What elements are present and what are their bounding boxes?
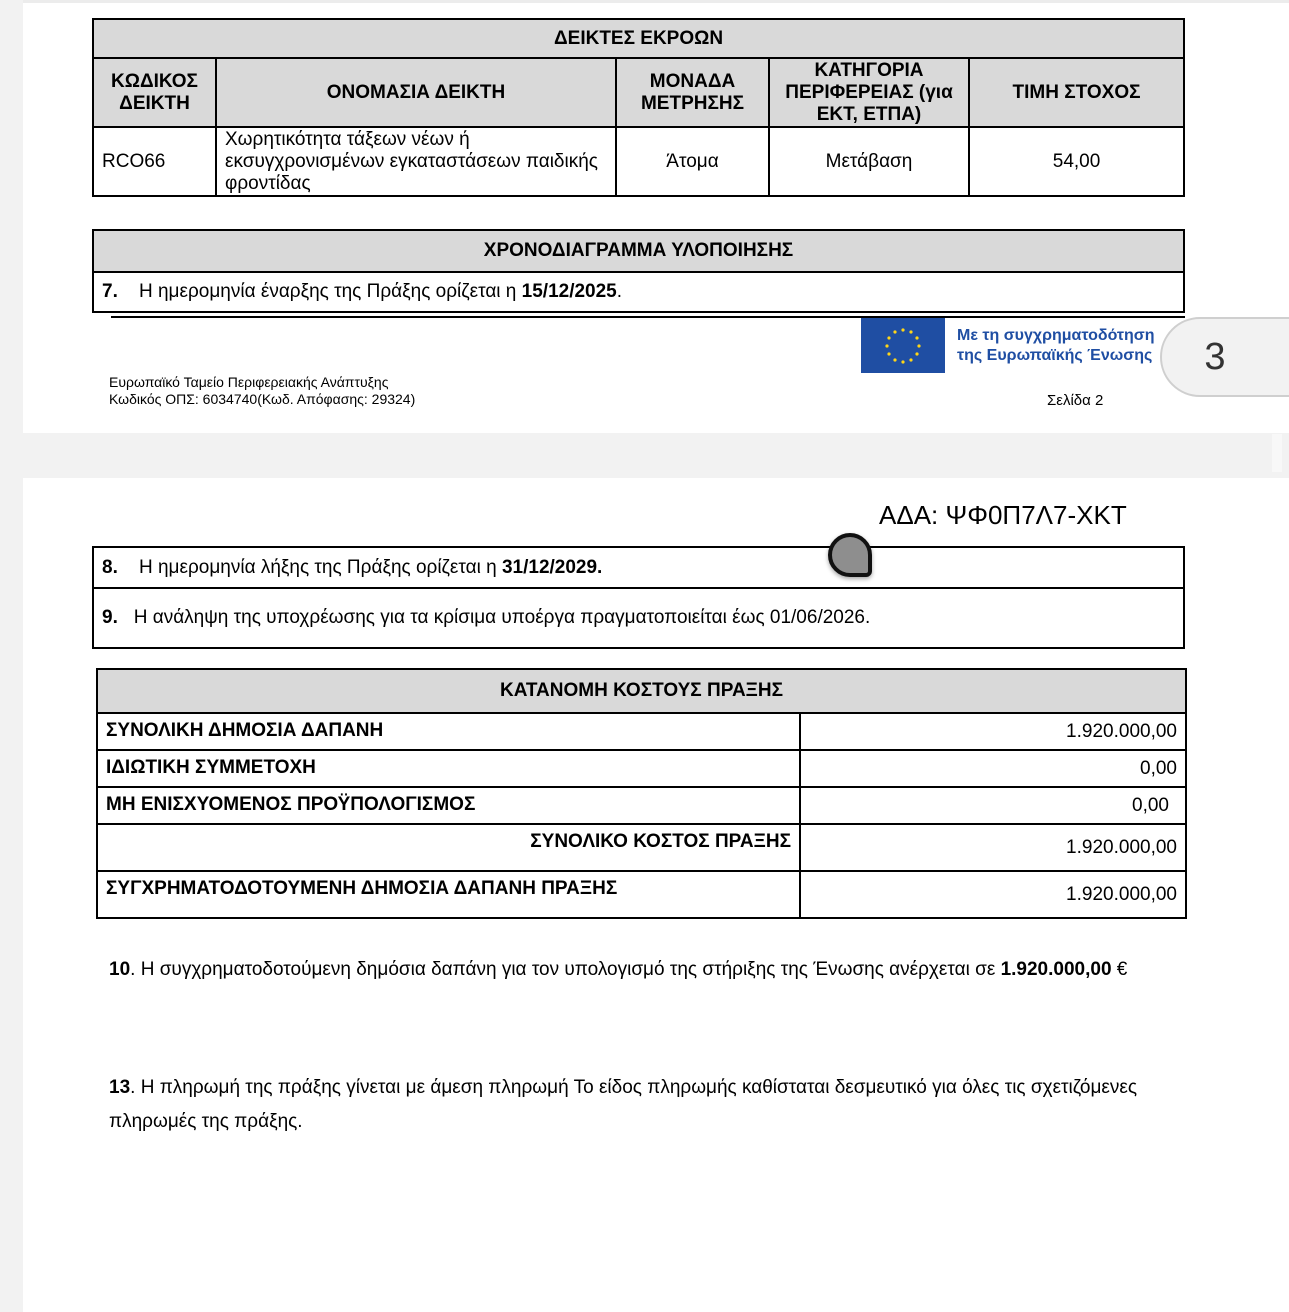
item-number: 9.: [102, 607, 118, 628]
document-page-3: [23, 478, 1289, 1312]
table-row: [97, 787, 1186, 824]
ops-code: Κωδικός ΟΠΣ: 6034740(Κωδ. Απόφασης: 29324): [109, 391, 416, 407]
column-header: ΤΙΜΗ ΣΤΟΧΟΣ: [969, 58, 1184, 127]
table-row: [97, 871, 1186, 918]
eu-cofunding-label: [957, 326, 1155, 366]
item-end: .: [616, 281, 623, 302]
paragraph-13: [109, 1071, 1189, 1139]
document-page-2: [23, 0, 1289, 433]
cost-value: 1.920.000,00: [800, 824, 1186, 871]
item-number: 10: [109, 959, 131, 980]
fund-name: Ευρωπαϊκό Ταμείο Περιφερειακής Ανάπτυξης: [109, 374, 389, 390]
item-number: 8.: [102, 556, 118, 578]
indicator-code: RCO66: [93, 127, 216, 196]
amount: 1.920.000,00: [1000, 959, 1112, 980]
cost-label: ΣΥΝΟΛΙΚΗ ΔΗΜΟΣΙΑ ΔΑΠΑΝΗ: [97, 713, 800, 750]
item-text: Η ημερομηνία έναρξης της Πράξης ορίζεται η: [138, 281, 522, 302]
eu-flag-icon: [861, 318, 945, 373]
target-value: 54,00: [969, 127, 1184, 196]
cost-label: ΜΗ ΕΝΙΣΧΥΟΜΕΝΟΣ ΠΡΟΫΠΟΛΟΓΙΣΜΟΣ: [97, 787, 800, 824]
scrollbar[interactable]: [1272, 434, 1282, 472]
cost-value: 1.920.000,00: [800, 871, 1186, 918]
ada-code: ΑΔΑ: ΨΦ0Π7Λ7-ΧΚΤ: [879, 500, 1127, 530]
cost-label: ΣΥΓΧΡΗΜΑΤΟΔΟΤΟΥΜΕΝΗ ΔΗΜΟΣΙΑ ΔΑΠΑΝΗ ΠΡΑΞΗΣ: [97, 871, 800, 918]
annotation-cursor-icon[interactable]: [828, 533, 872, 577]
indicator-name: Χωρητικότητα τάξεων νέων ή εκσυγχρονισμένων εγκαταστάσεων παιδικής φροντίδας: [216, 127, 616, 196]
cost-label: ΙΔΙΩΤΙΚΗ ΣΥΜΜΕΤΟΧΗ: [97, 750, 800, 787]
output-indicators-table: [92, 18, 1185, 197]
item-number: 13: [109, 1077, 131, 1098]
item-text: . Η πληρωμή της πράξης γίνεται με άμεση πληρωμή Το είδος πληρωμής καθίσταται δεσμευτικό για όλες τις σχετιζόμενες πληρωμές της πράξης.: [109, 1077, 1137, 1132]
cost-value: 0,00: [800, 787, 1186, 824]
table-row: [97, 750, 1186, 787]
table-row: [93, 127, 1184, 196]
table-row: [97, 713, 1186, 750]
table-row: [97, 824, 1186, 871]
item-text: Η ανάληψη της υποχρέωσης για τα κρίσιμα υποέργα πραγματοποιείται έως 01/06/2026.: [133, 607, 871, 628]
dates-table: [92, 546, 1185, 649]
table-title: ΚΑΤΑΝΟΜΗ ΚΟΣΤΟΥΣ ΠΡΑΞΗΣ: [97, 669, 1186, 713]
item-9: [93, 588, 1184, 648]
schedule-item-7: [93, 272, 1184, 312]
item-text: . Η συγχρηματοδοτούμενη δημόσια δαπάνη για τον υπολογισμό της στήριξης της Ένωσης ανέρχεται σε: [130, 959, 1001, 980]
column-header: ΜΟΝΑΔΑ ΜΕΤΡΗΣΗΣ: [616, 58, 769, 127]
end-date: 31/12/2029.: [501, 556, 603, 578]
column-header: ΚΩΔΙΚΟΣ ΔΕΙΚΤΗ: [93, 58, 216, 127]
start-date: 15/12/2025: [521, 281, 617, 302]
footer-divider: [111, 316, 1185, 318]
item-text: Η ημερομηνία λήξης της Πράξης ορίζεται η: [138, 556, 502, 578]
table-title: ΔΕΙΚΤΕΣ ΕΚΡΟΩΝ: [93, 19, 1184, 58]
implementation-schedule-table: [92, 229, 1185, 313]
column-header: ΚΑΤΗΓΟΡΙΑ ΠΕΡΙΦΕΡΕΙΑΣ (για ΕΚΤ, ΕΤΠΑ): [769, 58, 969, 127]
cost-label: ΣΥΝΟΛΙΚΟ ΚΟΣΤΟΣ ΠΡΑΞΗΣ: [97, 824, 800, 871]
item-number: 7.: [102, 281, 118, 302]
cost-value: 1.920.000,00: [800, 713, 1186, 750]
footer-fund-info: [109, 374, 415, 408]
page-top-edge: [23, 0, 1289, 3]
eu-text-line: Με τη συγχρηματοδότηση: [957, 327, 1155, 344]
currency: €: [1111, 959, 1128, 980]
region-category: Μετάβαση: [769, 127, 969, 196]
cost-allocation-table: [96, 668, 1187, 919]
eu-text-line: της Ευρωπαϊκής Ένωσης: [957, 347, 1153, 364]
measurement-unit: Άτομα: [616, 127, 769, 196]
table-title: ΧΡΟΝΟΔΙΑΓΡΑΜΜΑ ΥΛΟΠΟΙΗΣΗΣ: [93, 230, 1184, 272]
page-number: Σελίδα 2: [1047, 392, 1104, 409]
cost-value: 0,00: [800, 750, 1186, 787]
page-indicator-button[interactable]: 3: [1160, 317, 1289, 397]
item-8: [93, 547, 1184, 588]
column-header: ΟΝΟΜΑΣΙΑ ΔΕΙΚΤΗ: [216, 58, 616, 127]
paragraph-10: [109, 953, 1189, 987]
